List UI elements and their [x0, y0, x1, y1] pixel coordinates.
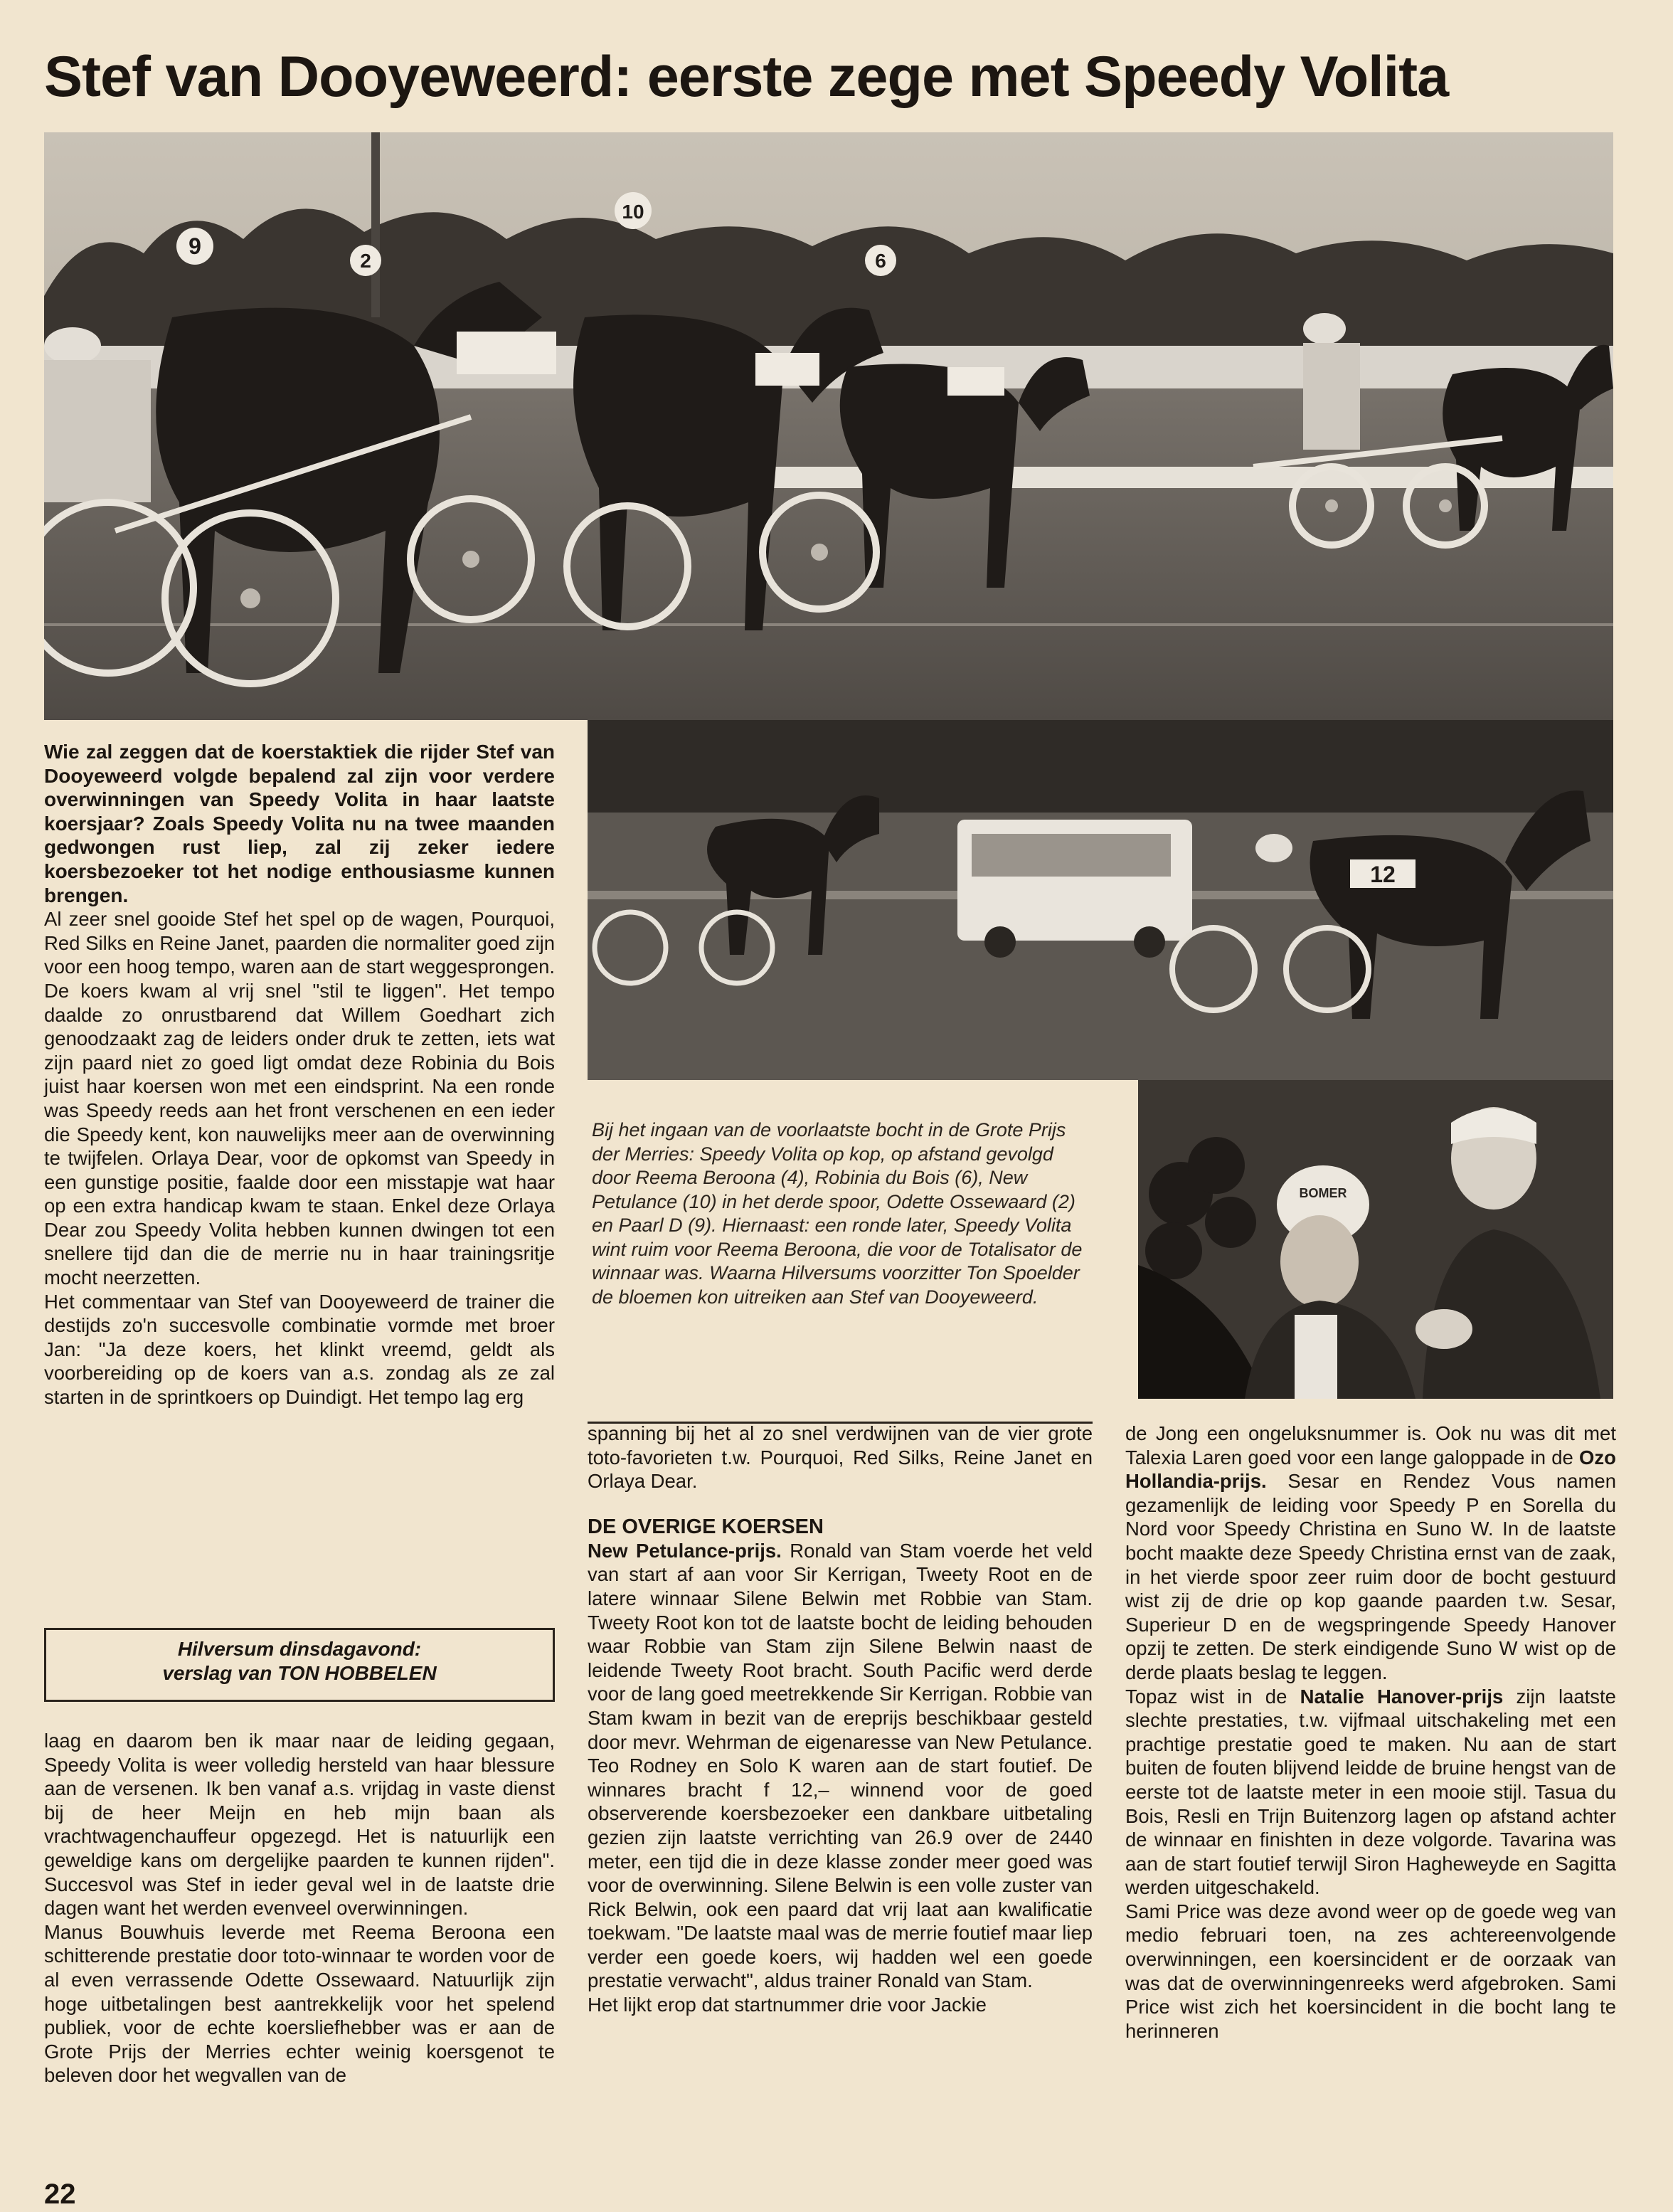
number-disk-label: 6: [875, 250, 886, 272]
article-paragraph: Al zeer snel gooide Stef het spel op de wagen, Pourquoi, Red Silks en Reine Janet, paarden die normaliter goed zijn voor een hoog tempo, waren aan de start weggesprongen. De koers kwam al vrij snel "stil te liggen". Het tempo daalde zo onrustbarend dat Willem Goedhart zich genoodzaakt zag de leiders onder druk te zetten, iets wat zijn paard niet zo goed ligt omdat deze Robinia du Bois juist haar koersen won met een eindsprint. Na een ronde was Speedy reeds aan het front verschenen en een ieder die Speedy kent, kon nauwelijks meer aan de overwinning te twijfelen. Orlaya Dear, voor de opkomst van Speedy in een gunstige positie, faalde door een misstapje wat haar op een extra handicap kwam te staan. Enkel deze Orlaya Dear zou Speedy Volita hebben kunnen dwingen tot een snellere tijd dan die de merrie nu in haar trainingsritje mocht neerzetten.: [44, 908, 555, 1289]
photo-caption: Bij het ingaan van de voorlaatste bocht in de Grote Prijs der Merries: Speedy Volita op kop, op afstand gevolgd door Reema Beroona (4), Robinia du Bois (6), New Petulance (10) in het derde spoor, Odette Ossewaard (2) en Paarl D (9). Hiernaast: een ronde later, Speedy Volita wint ruim voor Reema Beroona, die voor de Totalisator de winnaar was. Waarna Hilversums voorzitter Ton Spoelder de bloemen kon uitreiken aan Stef van Dooyeweerd.: [592, 1119, 1083, 1308]
number-disk-label: 10: [622, 201, 644, 223]
trophy-presentation-photo: [1138, 1080, 1613, 1399]
article-column-1: [44, 740, 555, 1409]
article-paragraph: spanning bij het al zo snel verdwijnen van de vier grote toto-favorieten t.w. Pourquoi, Red Silks, Reine Janet en Orlaya Dear.: [588, 1422, 1093, 1493]
byline-box: [44, 1628, 555, 1702]
article-paragraph: Het commentaar van Stef van Dooyeweerd de trainer die destijds zo'n succesvolle combinatie vormde met broer Jan: "Ja deze koers, het klinkt vreemd, geldt als voorbereiding op de koers van a.s. zondag als ze zal starten in de sprintkoers op Duindigt. Het tempo lag erg: [44, 1290, 555, 1409]
article-lead: Wie zal zeggen dat de koerstaktiek die rijder Stef van Dooyeweerd volgde bepalend zal zijn voor verdere overwinningen van Speedy Volita in haar laatste koersjaar? Zoals Speedy Volita nu na twee maanden gedwongen rust liep, zal zij zeker iedere koersbezoeker tot het nodige enthousiasme kunnen brengen.: [44, 741, 555, 906]
article-paragraph: laag en daarom ben ik maar naar de leiding gegaan, Speedy Volita is weer volledig hersteld van haar blessure aan de versenen. Ik ben vanaf a.s. vrijdag in vaste dienst bij de heer Meijn en heb mijn baan als vrachtwagenchauffeur opgezegd. Het is natuurlijk een geweldige kans om dergelijke paarden te kunnen rijden". Succesvol was Stef in ieder geval wel in de laatste drie dagen want het werden evenveel overwinningen.: [44, 1730, 555, 1920]
article-paragraph: New Petulance-prijs. Ronald van Stam voerde het veld van start af aan voor Sir Kerrigan, Tweety Root en de latere winnaar Silene Belwin met Robbie van Stam. Tweety Root kon tot de laatste bocht de leiding behouden waar Robbie van Stam zijn Silene Belwin naast de leidende Tweety Root bracht. South Pacific werd derde voor de lang goed meetrekkende Sir Kerrigan. Robbie van Stam kwam in bezit van de ereprijs beschikbaar gesteld door mevr. Wehrman de eigenaresse van New Petulance. Teo Rodney en Solo K waren aan de start foutief. De winnares bracht f 12,– winnend voor de goed observerende koersbezoeker een dankbare uitbetaling gezien zijn laatste verrichting van 26.9 over de 2440 meter, een tijd die in deze klasse zonder meer goed was voor de overwinning. Silene Belwin is een volle zuster van Rick Belwin, ook een paard dat vrij laat aan kwalificatie toekwam. "De laatste maal was de merrie foutief maar liep verder een goede koers, wij hadden wel een goede prestatie verwacht", aldus trainer Ronald van Stam.: [588, 1539, 1093, 1992]
byline-author: verslag van TON HOBBELEN: [162, 1662, 437, 1684]
article-paragraph: Sami Price was deze avond weer op de goede weg van medio februari toen, na zes achtereenvolgende overwinningen, een koersincident er de oorzaak van was dat de overwinningenreeks werd afgebroken. Sami Price wist zich het koersincident in die bocht lang te herinneren: [1125, 1900, 1616, 2042]
article-paragraph: de Jong een ongeluksnummer is. Ook nu was dit met Talexia Laren goed voor een lange galoppade in de Ozo Hollandia-prijs. Sesar en Rendez Vous namen gezamenlijk de leiding voor Speedy P en Sorella du Nord voor Speedy Christina en Suno W. In de laatste bocht maakte deze Speedy Christina ernst van de zaak, in het vierde spoor zeer ruim door de bocht gestuurd wist zij de drie op kop gaande paarden t.w. Sesar, Superieur D en de wegspringende Speedy Hanover opzij te zetten. De sterk eindigende Suno W wist op de derde plaats beslag te leggen.: [1125, 1422, 1616, 1683]
page-number: 22: [44, 2179, 76, 2210]
article-paragraph: Het lijkt erop dat startnummer drie voor Jackie: [588, 1994, 987, 2016]
article-column-3: [1125, 1422, 1616, 2043]
headline: Stef van Dooyeweerd: eerste zege met Speedy Volita: [44, 45, 1449, 109]
race-photo-finish: [588, 720, 1613, 1080]
race-photo-finish-image: [588, 720, 1613, 1080]
trophy-presentation-image: [1138, 1080, 1613, 1399]
race-name: Natalie Hanover-prijs: [1300, 1685, 1504, 1708]
race-name: New Petulance-prijs.: [588, 1539, 782, 1562]
number-disk-label: 2: [360, 250, 371, 272]
byline-location: Hilversum dinsdagavond:: [177, 1638, 422, 1660]
section-heading: DE OVERIGE KOERSEN: [588, 1515, 824, 1538]
article-paragraph: Topaz wist in de Natalie Hanover-prijs zijn laatste slechte prestaties, t.w. vijfmaal uitschakeling met een prachtige prestatie goed te maken. Nu aan de start buiten de fouten blijvend leidde de bruine hengst van de eerste tot de laatste meter in een mooie stijl. Tasua du Bois, Resli en Trijn Buitenzorg lagen op afstand achter de winnaar en finishten in deze volgorde. Tavarina was aan de start foutief terwijl Siron Hagheweyde en Sagitta werden uitgeschakeld.: [1125, 1685, 1616, 1899]
race-name: Ozo Hollandia-prijs.: [1125, 1446, 1616, 1493]
number-disk-label: 9: [188, 233, 201, 259]
article-column-1-continued: [44, 1729, 555, 2087]
cap-text: BOMER: [1299, 1186, 1347, 1200]
article-paragraph: Manus Bouwhuis leverde met Reema Beroona een schitterende prestatie door toto-winnaar te worden voor de al even verrassende Odette Ossewaard. Natuurlijk zijn hoge uitbetalingen best aantrekkelijk voor het spelend publiek, voor de echte koersliefhebber was er aan de Grote Prijs der Merries echter weinig koersgenot te beleven door het wegvallen van de: [44, 1920, 555, 2087]
race-photo-main-image: [44, 132, 1613, 720]
article-column-2: [588, 1422, 1093, 2017]
race-photo-main: [44, 132, 1613, 720]
number-cloth-label: 12: [1370, 862, 1396, 887]
